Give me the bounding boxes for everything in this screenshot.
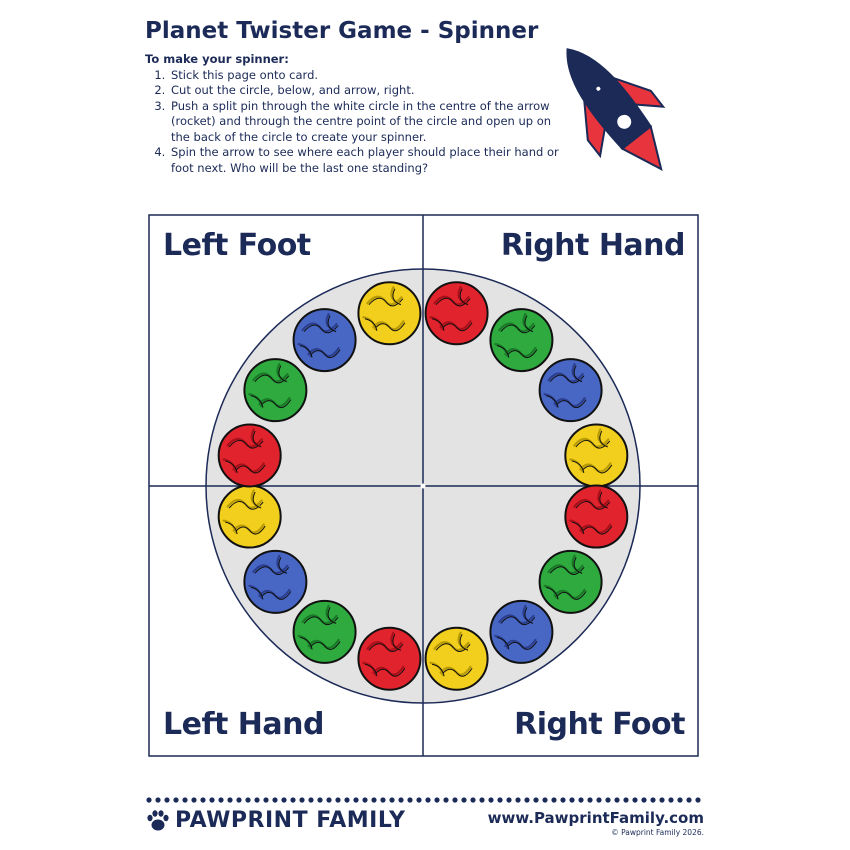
divider-dot — [416, 797, 421, 802]
divider-dot — [200, 797, 205, 802]
divider-dot — [344, 797, 349, 802]
divider-dot — [191, 797, 196, 802]
divider-dot — [488, 797, 493, 802]
divider-dot — [425, 797, 430, 802]
divider-dot — [281, 797, 286, 802]
label-right-foot: Right Foot — [514, 707, 685, 742]
copyright: © Pawprint Family 2026. — [611, 828, 704, 837]
divider-dot — [695, 797, 700, 802]
divider-dot — [227, 797, 232, 802]
yellow-planet — [358, 282, 420, 344]
divider-dot — [461, 797, 466, 802]
divider-dot — [497, 797, 502, 802]
spinner-board[interactable] — [148, 214, 699, 757]
divider-dot — [182, 797, 187, 802]
instruction-step: 3. Push a split pin through the white circle in the centre of the arrow (rocket) and through the centre point of the circle and open up on the back of the circle to create your spinner. — [169, 99, 565, 146]
divider-dot — [326, 797, 331, 802]
divider-dot — [236, 797, 241, 802]
divider-dot — [659, 797, 664, 802]
divider-dot — [542, 797, 547, 802]
divider-dot — [524, 797, 529, 802]
divider-dot — [371, 797, 376, 802]
pawprint-logo — [145, 808, 405, 833]
blue-planet — [540, 359, 602, 421]
divider-dot — [389, 797, 394, 802]
divider-dot — [362, 797, 367, 802]
divider-dot — [380, 797, 385, 802]
paw-icon — [145, 809, 171, 833]
red-planet — [219, 424, 281, 486]
divider-dot — [254, 797, 259, 802]
divider-dot — [506, 797, 511, 802]
divider-dot — [614, 797, 619, 802]
divider-dot — [353, 797, 358, 802]
divider-dot — [173, 797, 178, 802]
instruction-step: 4. Spin the arrow to see where each player should place their hand or foot next. Who will be the last one standing? — [169, 145, 565, 176]
divider-dot — [587, 797, 592, 802]
divider-dot — [533, 797, 538, 802]
yellow-planet — [426, 628, 488, 690]
yellow-planet — [219, 486, 281, 548]
divider-dot — [299, 797, 304, 802]
divider-dot — [146, 797, 151, 802]
divider-dot — [245, 797, 250, 802]
red-planet — [426, 282, 488, 344]
divider-dot — [155, 797, 160, 802]
divider-dot — [641, 797, 646, 802]
divider-dot — [218, 797, 223, 802]
divider-dot — [632, 797, 637, 802]
divider-dot — [317, 797, 322, 802]
instructions-list — [145, 68, 565, 177]
page-title: Planet Twister Game - Spinner — [145, 18, 539, 44]
divider-dot — [452, 797, 457, 802]
divider-dot — [668, 797, 673, 802]
divider-dot — [551, 797, 556, 802]
divider-dot — [650, 797, 655, 802]
divider-dot — [308, 797, 313, 802]
divider-dot — [290, 797, 295, 802]
divider-dot — [677, 797, 682, 802]
blue-planet — [244, 551, 306, 613]
divider-dot — [209, 797, 214, 802]
divider-dot — [398, 797, 403, 802]
divider-dot — [569, 797, 574, 802]
instructions-heading: To make your spinner: — [145, 52, 289, 66]
blue-planet — [294, 309, 356, 371]
footer-divider — [145, 796, 705, 804]
green-planet — [540, 551, 602, 613]
divider-dot — [443, 797, 448, 802]
divider-dot — [335, 797, 340, 802]
divider-dot — [578, 797, 583, 802]
divider-dot — [560, 797, 565, 802]
green-planet — [294, 601, 356, 663]
blue-planet — [490, 601, 552, 663]
website-link[interactable]: www.PawprintFamily.com — [487, 809, 704, 827]
divider-dot — [263, 797, 268, 802]
instruction-step: 1. Stick this page onto card. — [169, 68, 565, 84]
label-left-foot: Left Foot — [163, 228, 311, 263]
divider-dot — [164, 797, 169, 802]
divider-dot — [434, 797, 439, 802]
divider-dot — [272, 797, 277, 802]
divider-dot — [407, 797, 412, 802]
divider-dot — [596, 797, 601, 802]
rocket-icon[interactable] — [545, 25, 685, 195]
label-left-hand: Left Hand — [163, 707, 324, 742]
green-planet — [244, 359, 306, 421]
green-planet — [490, 309, 552, 371]
divider-dot — [686, 797, 691, 802]
divider-dot — [515, 797, 520, 802]
divider-dot — [479, 797, 484, 802]
logo-text: PAWPRINT FAMILY — [175, 808, 406, 833]
yellow-planet — [565, 424, 627, 486]
red-planet — [565, 486, 627, 548]
instructions — [145, 52, 565, 176]
divider-dot — [470, 797, 475, 802]
divider-dot — [623, 797, 628, 802]
label-right-hand: Right Hand — [500, 228, 685, 263]
red-planet — [358, 628, 420, 690]
instruction-step: 2. Cut out the circle, below, and arrow, right. — [169, 83, 565, 99]
divider-dot — [605, 797, 610, 802]
